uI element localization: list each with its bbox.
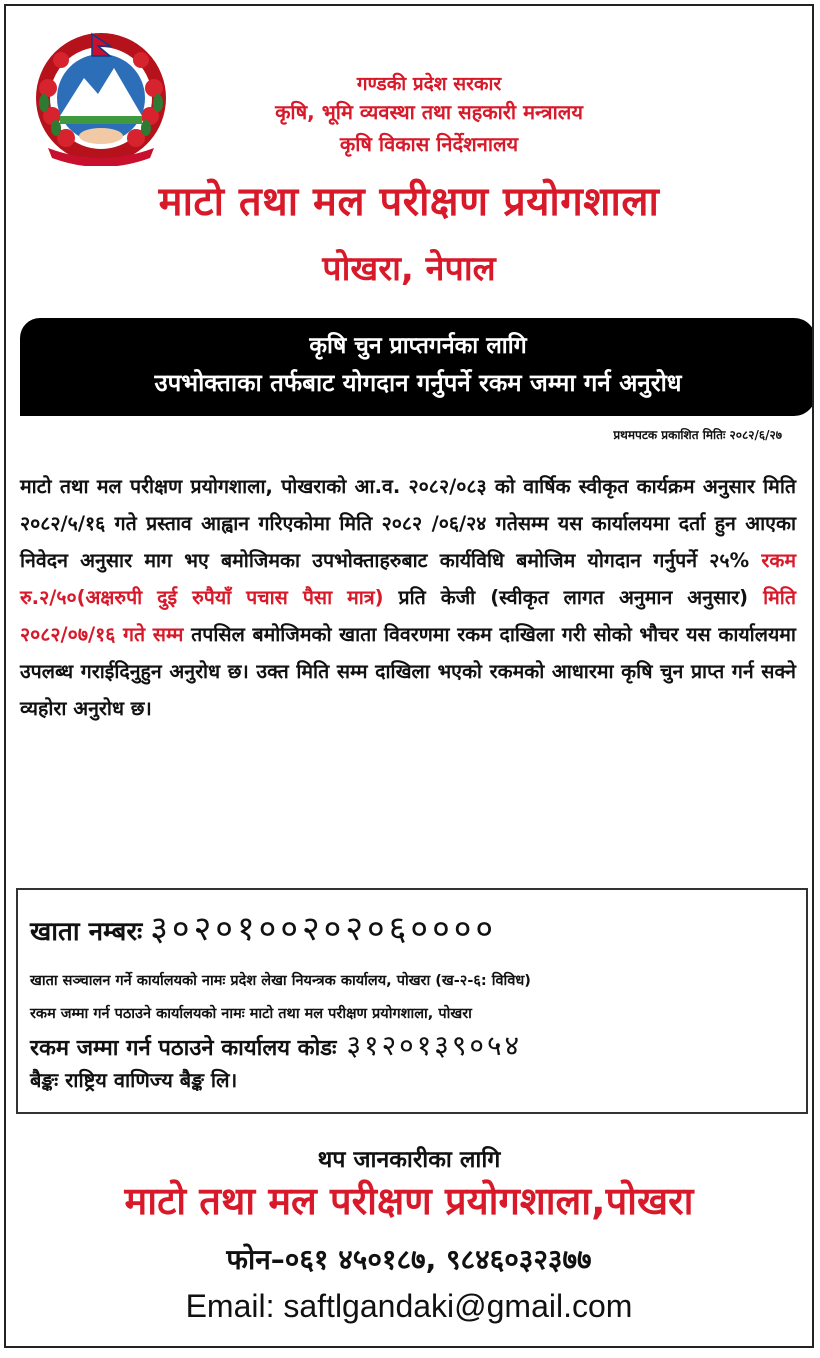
ministry-name: कृषि, भूमि व्यवस्था तथा सहकारी मन्त्रालय [275,100,583,124]
account-details-box [16,888,808,1114]
sender-office: रकम जम्मा गर्न पठाउने कार्यालयको नामः माटो तथा मल परीक्षण प्रयोगशाला, पोखरा [30,1006,472,1022]
body-text-part-3: तपसिल बमोजिमको खाता विवरणमा रकम दाखिला गरी सोको भौचर यस कार्यालयमा उपलब्ध गराईदिनुहुन अनुरोध छ। उक्त मिति सम्म दाखिला भएको रकमको आधारमा कृषि चुन प्राप्त गर्न सक्ने व्यहोरा अनुरोध छ। [20,623,796,720]
contact-phone: फोन–०६१ ४५०१८७, ९८४६०३२३७७ [226,1243,592,1276]
account-number-label: खाता नम्बरः [30,917,143,947]
account-number-row [30,904,497,950]
notice-page [4,4,814,1348]
office-code-row [30,1026,522,1064]
banner-line-1: कृषि चुन प्राप्तगर्नका लागि [309,333,527,359]
directorate-name: कृषि विकास निर्देशनालय [339,132,519,156]
contact-email: Email: saftlgandaki@gmail.com [185,1288,633,1324]
government-name: गण्डकी प्रदेश सरकार [356,73,502,95]
office-code-label: रकम जम्मा गर्न पठाउने कार्यालय कोडः [30,1036,337,1061]
operating-office: खाता सञ्चालन गर्ने कार्यालयको नामः प्रदेश लेखा नियन्त्रक कार्यालय, पोखरा (ख-२-६: विविध) [30,973,531,989]
account-number-value: ३०२०१००२०२०६०००० [150,909,498,949]
notice-banner [20,318,814,416]
notice-body [20,468,796,727]
body-amount-highlight: रकम रु.२/५०(अक्षरुपी दुई रुपैयाँ पचास पैसा मात्र) [20,549,797,609]
banner-line-2: उपभोक्ताका तर्फबाट योगदान गर्नुपर्ने रकम जम्मा गर्न अनुरोध [154,369,682,397]
body-deadline-highlight: मिति २०८२/०७/१६ गते सम्म [20,586,796,646]
bank-name: बैङ्कः राष्ट्रिय वाणिज्य बैङ्क लि। [30,1068,238,1092]
footer-lab-name: माटो तथा मल परीक्षण प्रयोगशाला,पोखरा [124,1179,694,1223]
lab-title: माटो तथा मल परीक्षण प्रयोगशाला [158,179,660,225]
more-info-heading: थप जानकारीका लागि [317,1147,501,1173]
body-text-part-1: माटो तथा मल परीक्षण प्रयोगशाला, पोखराको आ.व. २०८२/०८३ को वार्षिक स्वीकृत कार्यक्रम अनुसार मिति २०८२/५/१६ गते प्रस्ताव आह्वान गरिएकोमा मिति २०८२ /०६/२४ गतेसम्म यस कार्यालयमा दर्ता हुन आएका निवेदन अनुसार माग भए बमोजिमका उपभोक्ताहरुबाट कार्यविधि बमोजिम योगदान गर्नुपर्ने २५% [20,475,796,572]
lab-location: पोखरा, नेपाल [322,249,496,289]
body-text-part-2: प्रति केजी (स्वीकृत लागत अनुमान अनुसार) [398,586,749,609]
office-code-value: ३१२०१३९०५४ [346,1029,523,1062]
published-date: प्रथमपटक प्रकाशित मितिः २०८२/६/२७ [613,428,782,442]
